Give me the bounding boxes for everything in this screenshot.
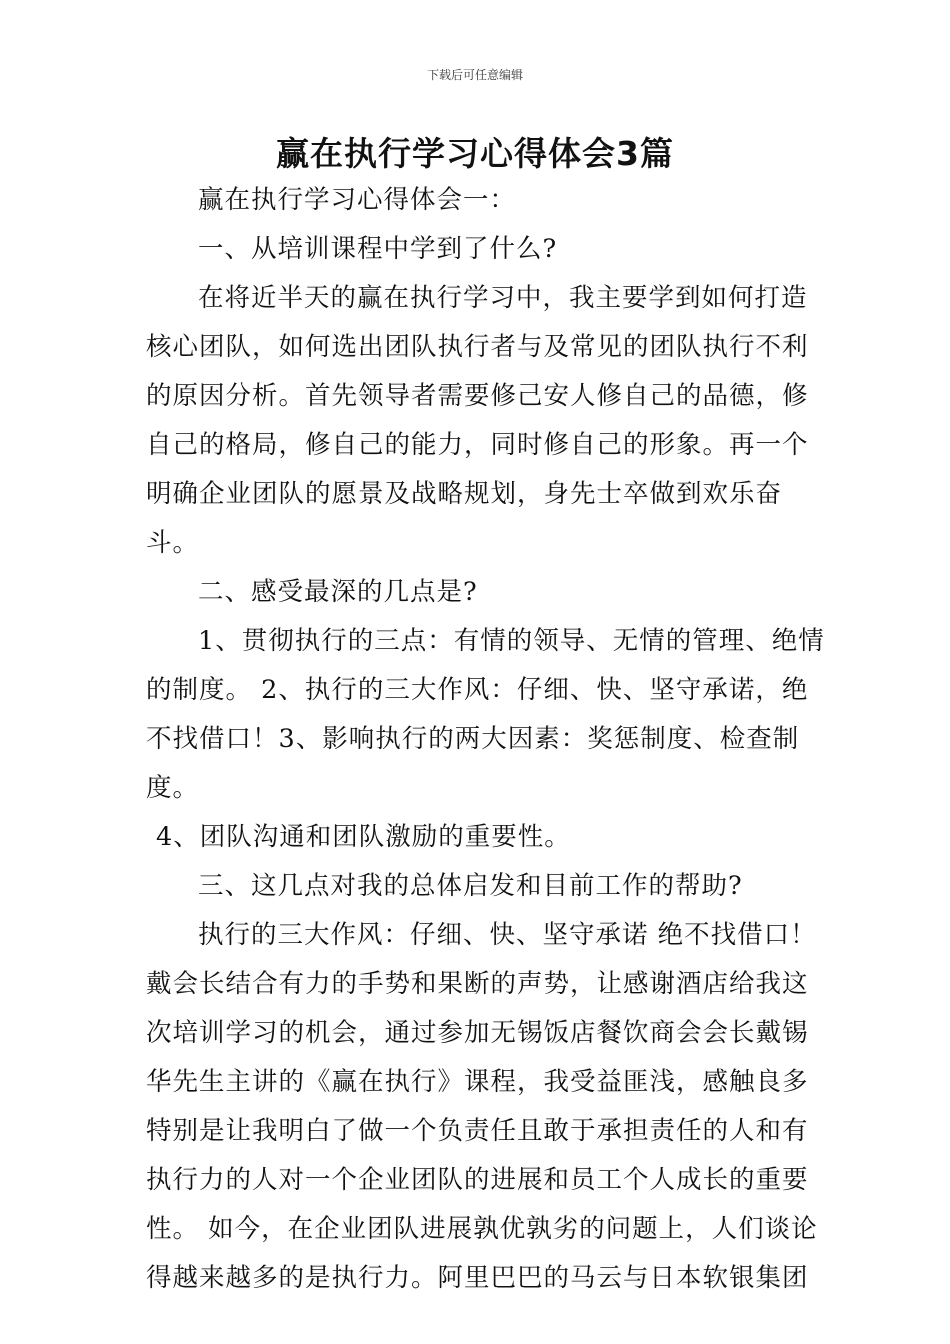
paragraph-learned: 在将近半天的赢在执行学习中，我主要学到如何打造核心团队，如何选出团队执行者与及常见的团队执行不利的原因分析。首先领导者需要修己安人修自己的品德，修自己的格局，修自己的能力，同时修自己的形象。再一个明确企业团队的愿景及战略规划，身先士卒做到欢乐奋斗。 <box>146 283 809 558</box>
paragraph-point-4: 4、团队沟通和团队激励的重要性。 <box>156 822 571 852</box>
document-body <box>146 176 826 1303</box>
paragraph-question-2: 二、感受最深的几点是? <box>198 577 478 607</box>
paragraph-reflection: 执行的三大作风：仔细、快、坚守承诺 绝不找借口！戴会长结合有力的手势和果断的声势，让感谢酒店给我这次培训学习的机会，通过参加无锡饭店餐饮商会会长戴锡华先生主讲的《赢在执行》课程，我受益匪浅，感触良多特别是让我明白了做一个负责任且敢于承担责任的人和有执行力的人对一个企业团队的进展和员工个人成长的重要性。 如今，在企业团队进展孰优孰劣的问题上，人们谈论得越来越多的是执行力。阿里巴巴的马云与日本软银集团 <box>146 920 818 1293</box>
paragraph-question-1: 一、从培训课程中学到了什么? <box>198 234 558 264</box>
header-note: 下载后可任意编辑 <box>426 68 523 82</box>
paragraph-section-heading: 赢在执行学习心得体会一： <box>198 185 517 215</box>
paragraph-question-3: 三、这几点对我的总体启发和目前工作的帮助? <box>198 871 743 901</box>
paragraph-key-points: 1、贯彻执行的三点：有情的领导、无情的管理、绝情的制度。 2、执行的三大作风：仔细、快、坚守承诺，绝不找借口！3、影响执行的两大因素：奖惩制度、检查制度。 <box>146 626 825 803</box>
document-title: 赢在执行学习心得体会3篇 <box>276 134 674 173</box>
